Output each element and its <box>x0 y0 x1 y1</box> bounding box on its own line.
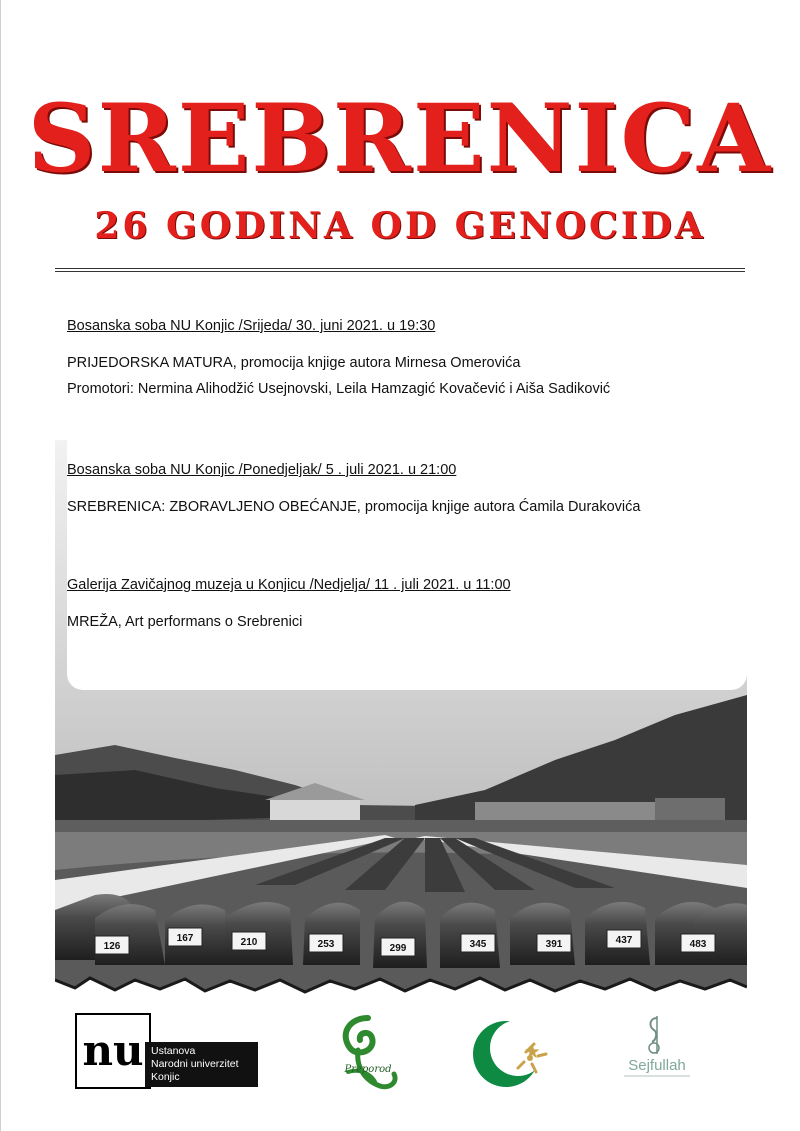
poster-subtitle: 26 GODINA OD GENOCIDA <box>94 205 706 247</box>
divider-line-top <box>55 268 745 269</box>
event-description: SREBRENICA: ZBORAVLJENO OBEĆANJE, promocija knjige autora Ćamila Durakovića <box>67 499 641 515</box>
event-3 <box>67 577 747 640</box>
coffin-number: 299 <box>389 943 407 954</box>
crescent-logo <box>468 1012 558 1097</box>
event-heading: Bosanska soba NU Konjic /Srijeda/ 30. juni 2021. u 19:30 <box>67 318 436 334</box>
coffin-number: 167 <box>176 933 194 944</box>
event-description: MREŽA, Art performans o Srebrenici <box>67 614 303 630</box>
poster-title: SREBRENICA <box>27 84 773 194</box>
event-1 <box>67 318 747 407</box>
preporod-logo <box>328 1010 408 1095</box>
event-promoters: Promotori: Nermina Alihodžić Usejnovski, Leila Hamzagić Kovačević i Aiša Sadiković <box>67 381 611 397</box>
coffin-number: 437 <box>615 935 633 946</box>
coffin-number: 253 <box>317 939 335 950</box>
coffin-number: 126 <box>103 941 121 952</box>
nu-line: Konjic <box>151 1071 180 1083</box>
event-description: PRIJEDORSKA MATURA, promocija knjige autora Mirnesa Omerovića <box>67 355 521 371</box>
preporod-text: Preporod <box>344 1064 392 1075</box>
event-heading: Galerija Zavičajnog muzeja u Konjicu /Nedjelja/ 11 . juli 2021. u 11:00 <box>67 577 511 593</box>
nu-letters: nu <box>82 1026 144 1075</box>
nu-mark <box>75 1013 151 1089</box>
coffin-number: 391 <box>545 939 563 950</box>
nu-line: Ustanova <box>151 1045 196 1057</box>
sejfullah-logo <box>612 1010 702 1095</box>
nu-line: Narodni univerzitet <box>151 1058 239 1070</box>
divider-line-bottom <box>55 271 745 272</box>
logos-row <box>0 1010 800 1110</box>
event-heading: Bosanska soba NU Konjic /Ponedjeljak/ 5 . juli 2021. u 21:00 <box>67 462 457 478</box>
narodni-univerzitet-logo <box>75 1013 260 1091</box>
nu-logo-text <box>145 1042 258 1087</box>
nu-letters-icon <box>77 1015 149 1087</box>
event-2 <box>67 462 747 525</box>
sejfullah-text: Sejfullah <box>628 1057 686 1074</box>
coffin-number: 483 <box>689 939 707 950</box>
coffin-number: 345 <box>469 939 487 950</box>
coffin-number: 210 <box>240 937 258 948</box>
